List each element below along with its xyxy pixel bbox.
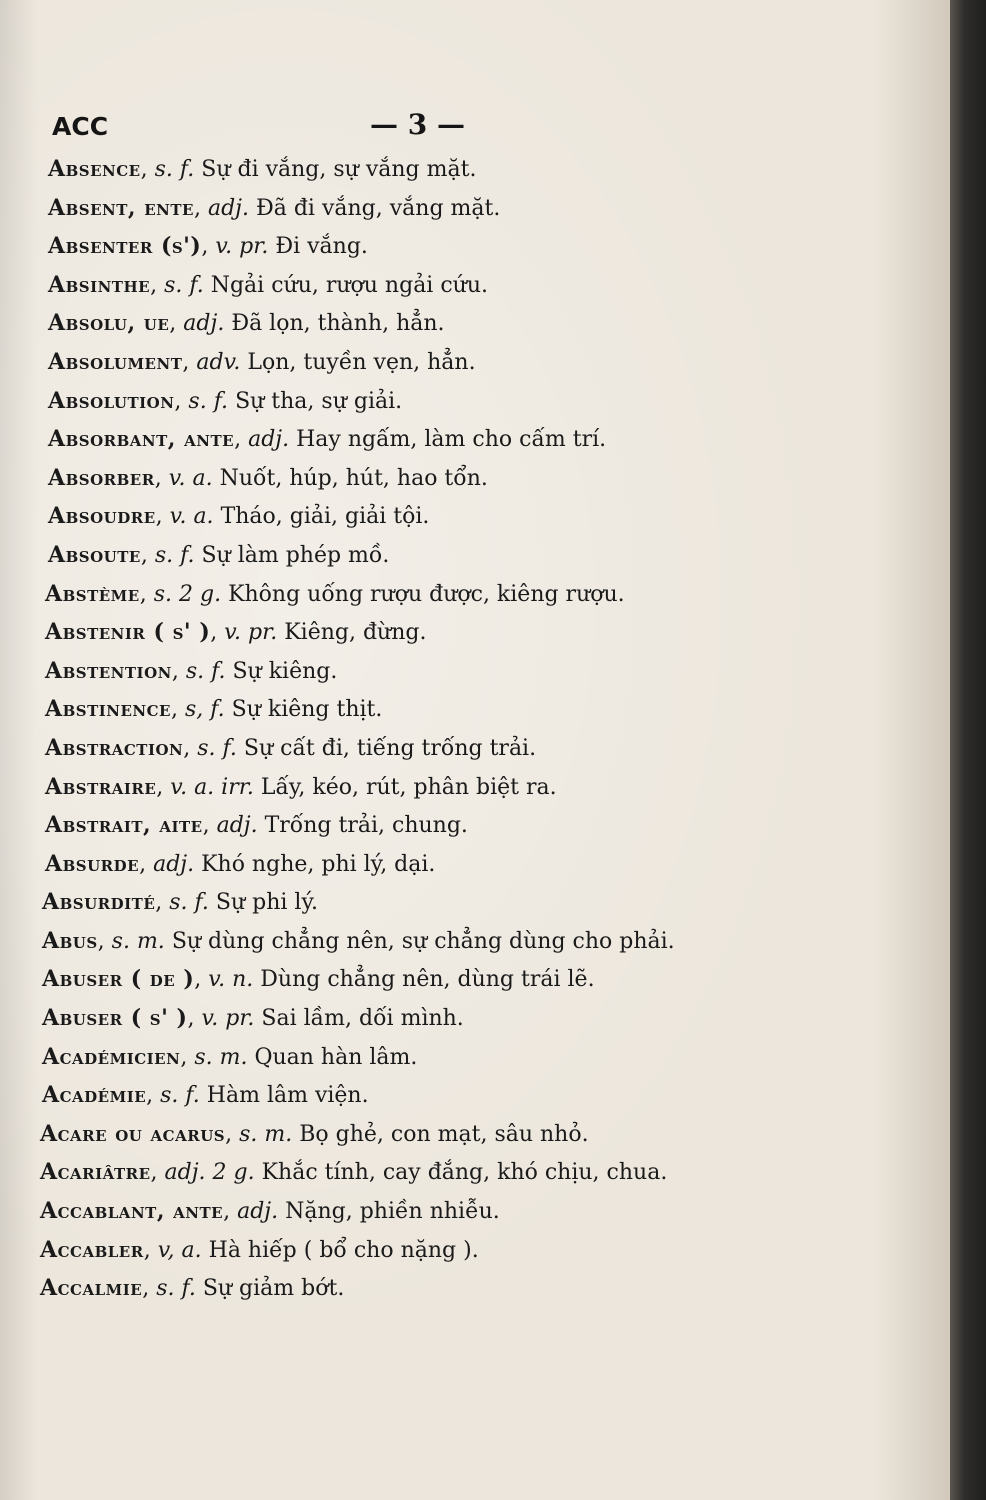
headword: Académie bbox=[42, 1082, 147, 1109]
grammar-label: adj. bbox=[248, 427, 290, 453]
separator bbox=[196, 1276, 203, 1301]
separator: , bbox=[171, 658, 186, 684]
grammar-label: s. f. bbox=[164, 272, 204, 298]
grammar-label: adj. 2 g. bbox=[164, 1160, 255, 1186]
definition: Kiêng, đừng. bbox=[284, 620, 427, 646]
dictionary-entry bbox=[48, 266, 748, 305]
dictionary-entry bbox=[42, 922, 748, 961]
separator bbox=[202, 1238, 209, 1263]
dictionary-entry bbox=[40, 1153, 748, 1192]
headword: Absolution bbox=[48, 387, 175, 414]
grammar-label: s. f. bbox=[169, 890, 209, 916]
separator: , bbox=[223, 1199, 238, 1225]
separator: , bbox=[182, 349, 197, 375]
book-edge bbox=[950, 0, 986, 1500]
definition: Không uống rượu được, kiêng rượu. bbox=[228, 581, 625, 607]
grammar-label: s. f. bbox=[188, 388, 229, 414]
definition: Sai lầm, dối mình. bbox=[261, 1006, 464, 1032]
definition: Sự tha, sự giải. bbox=[235, 388, 403, 414]
dictionary-entry bbox=[40, 1115, 748, 1154]
headword: Abstinence bbox=[45, 696, 171, 723]
separator: , bbox=[193, 195, 208, 221]
running-head: ACC bbox=[52, 112, 109, 141]
definition: Sự phi lý. bbox=[215, 890, 318, 916]
headword: Abstème bbox=[45, 580, 140, 607]
dictionary-entry bbox=[45, 575, 748, 614]
dictionary-entry bbox=[42, 883, 748, 922]
separator bbox=[204, 273, 211, 298]
definition: Lấy, kéo, rút, phân biệt ra. bbox=[260, 774, 557, 800]
headword: Absurdité bbox=[42, 889, 156, 916]
headword: Acariâtre bbox=[40, 1159, 151, 1186]
separator: , bbox=[225, 1121, 240, 1147]
separator: , bbox=[202, 813, 217, 839]
separator bbox=[237, 736, 244, 761]
grammar-label: v. pr. bbox=[215, 234, 269, 260]
dictionary-entry bbox=[48, 227, 748, 266]
dictionary-entry bbox=[42, 999, 748, 1038]
definition: Nuốt, húp, hút, hao tổn. bbox=[219, 465, 488, 491]
separator: , bbox=[171, 697, 185, 723]
separator bbox=[249, 196, 256, 221]
definition: Sự dùng chẳng nên, sự chẳng dùng cho phải. bbox=[171, 928, 675, 954]
definition: Khắc tính, cay đắng, khó chịu, chua. bbox=[261, 1160, 668, 1186]
separator: , bbox=[155, 890, 170, 916]
separator: , bbox=[201, 234, 216, 260]
definition: Hà hiếp ( bổ cho nặng ). bbox=[208, 1237, 479, 1263]
separator: , bbox=[210, 620, 225, 646]
headword: Abstention bbox=[45, 657, 172, 684]
dictionary-entry bbox=[45, 768, 748, 807]
headword: Accalmie bbox=[40, 1275, 143, 1302]
dictionary-entry bbox=[48, 189, 748, 228]
headword: Abuser ( s' ) bbox=[42, 1005, 188, 1032]
dictionary-entry bbox=[48, 150, 748, 189]
headword: Absent, ente bbox=[48, 194, 194, 221]
dictionary-entry bbox=[48, 459, 748, 498]
headword: Abstraire bbox=[45, 773, 157, 800]
separator bbox=[228, 389, 235, 414]
separator bbox=[258, 813, 265, 838]
headword: Absolument bbox=[48, 348, 183, 375]
definition: Nặng, phiền nhiễu. bbox=[285, 1199, 500, 1225]
definition: Sự kiêng. bbox=[232, 658, 338, 684]
grammar-label: v. pr. bbox=[201, 1006, 255, 1032]
grammar-label: s. f. bbox=[160, 1083, 200, 1109]
headword: Absence bbox=[48, 156, 141, 182]
definition: Đã lọn, thành, hẳn. bbox=[231, 311, 445, 337]
grammar-label: s. m. bbox=[194, 1044, 248, 1070]
headword: Académicien bbox=[42, 1043, 181, 1070]
grammar-label: v. a. bbox=[168, 465, 213, 491]
separator bbox=[221, 582, 228, 607]
definition: Sự kiêng thịt. bbox=[231, 697, 383, 723]
headword: Abuser ( de ) bbox=[42, 966, 195, 993]
definition: Sự cất đi, tiếng trống trải. bbox=[243, 735, 537, 761]
separator: , bbox=[169, 311, 184, 337]
dictionary-entry bbox=[48, 304, 748, 343]
grammar-label: adj. bbox=[183, 311, 225, 337]
grammar-label: s. f. bbox=[154, 157, 195, 182]
dictionary-entry bbox=[40, 1231, 748, 1270]
separator: , bbox=[139, 851, 154, 877]
definition: Sự đi vắng, sự vắng mặt. bbox=[201, 157, 477, 182]
definition: Tháo, giải, giải tội. bbox=[220, 504, 430, 530]
definition: Quan hàn lâm. bbox=[254, 1044, 418, 1070]
dictionary-entry bbox=[45, 613, 748, 652]
definition: Sự làm phép mồ. bbox=[201, 542, 390, 568]
headword: Abstrait, aite bbox=[45, 812, 203, 839]
headword: Absurde bbox=[45, 850, 140, 877]
separator: , bbox=[139, 581, 154, 607]
grammar-label: adv. bbox=[196, 349, 241, 375]
dictionary-entry bbox=[45, 806, 748, 845]
separator: , bbox=[183, 735, 198, 761]
dictionary-entry bbox=[45, 845, 748, 884]
dictionary-entry bbox=[48, 343, 748, 382]
separator: , bbox=[146, 1083, 161, 1109]
grammar-label: adj. bbox=[237, 1199, 279, 1225]
grammar-label: v. a. bbox=[169, 504, 214, 530]
separator: , bbox=[194, 967, 209, 993]
dictionary-entry bbox=[48, 497, 748, 536]
page-number: — 3 — bbox=[370, 108, 465, 141]
headword: Abstraction bbox=[45, 734, 184, 761]
separator: , bbox=[187, 1006, 202, 1032]
grammar-label: v. pr. bbox=[224, 620, 278, 646]
entry-list bbox=[40, 150, 748, 1308]
dictionary-entry bbox=[48, 420, 748, 459]
definition: Dùng chẳng nên, dùng trái lẽ. bbox=[260, 967, 595, 993]
separator: , bbox=[174, 388, 189, 414]
dictionary-entry bbox=[42, 1038, 748, 1077]
grammar-label: adj. bbox=[207, 195, 249, 221]
grammar-label: v. n. bbox=[208, 967, 254, 993]
headword: Absenter (s') bbox=[48, 233, 202, 260]
definition: Sự giảm bớt. bbox=[202, 1276, 345, 1302]
grammar-label: s. 2 g. bbox=[153, 581, 222, 607]
grammar-label: s. m. bbox=[111, 928, 165, 954]
grammar-label: v. a. irr. bbox=[170, 774, 254, 800]
definition: Khó nghe, phi lý, dại. bbox=[201, 851, 436, 877]
dictionary-entry bbox=[40, 1269, 748, 1308]
dictionary-entry bbox=[45, 652, 748, 691]
separator bbox=[213, 466, 220, 491]
separator bbox=[255, 1160, 262, 1185]
definition: Hay ngấm, làm cho cấm trí. bbox=[296, 427, 607, 453]
headword: Absoudre bbox=[48, 503, 156, 530]
separator bbox=[209, 890, 216, 915]
dictionary-entry bbox=[45, 690, 748, 729]
headword: Accabler bbox=[40, 1236, 144, 1263]
separator bbox=[214, 504, 221, 529]
dictionary-entry bbox=[45, 729, 748, 768]
separator: , bbox=[156, 774, 171, 800]
separator: , bbox=[150, 1160, 165, 1186]
headword: Accablant, ante bbox=[40, 1198, 224, 1225]
separator: , bbox=[140, 542, 155, 568]
grammar-label: s, f. bbox=[185, 697, 225, 723]
separator bbox=[225, 697, 232, 722]
separator: , bbox=[143, 1237, 158, 1263]
dictionary-entry bbox=[48, 382, 748, 421]
headword: Acare ou acarus bbox=[40, 1120, 226, 1147]
grammar-label: s. f. bbox=[197, 735, 237, 761]
separator: , bbox=[97, 928, 112, 954]
headword: Absinthe bbox=[48, 271, 151, 298]
grammar-label: v, a. bbox=[157, 1237, 202, 1263]
dictionary-entry bbox=[40, 1192, 748, 1231]
definition: Hàm lâm viện. bbox=[206, 1083, 369, 1109]
definition: Ngải cứu, rượu ngải cứu. bbox=[210, 272, 488, 298]
separator bbox=[165, 929, 172, 954]
definition: Đã đi vắng, vắng mặt. bbox=[255, 195, 501, 221]
headword: Absorbant, ante bbox=[48, 426, 235, 453]
headword: Absorber bbox=[48, 464, 155, 491]
grammar-label: s. f. bbox=[154, 542, 195, 568]
grammar-label: s. f. bbox=[185, 658, 226, 684]
definition: Lọn, tuyền vẹn, hẳn. bbox=[247, 349, 476, 375]
separator: , bbox=[180, 1044, 195, 1070]
dictionary-entry bbox=[42, 960, 748, 999]
separator: , bbox=[154, 465, 169, 491]
headword: Absolu, ue bbox=[48, 310, 170, 337]
separator bbox=[254, 775, 261, 800]
separator: , bbox=[155, 504, 170, 530]
definition: Trống trải, chung. bbox=[264, 813, 468, 839]
definition: Bọ ghẻ, con mạt, sâu nhỏ. bbox=[299, 1121, 589, 1147]
headword: Abstenir ( s' ) bbox=[45, 619, 211, 646]
dictionary-entry bbox=[42, 1076, 748, 1115]
headword: Absoute bbox=[48, 541, 141, 568]
grammar-label: adj. bbox=[216, 813, 258, 839]
grammar-label: adj. bbox=[153, 851, 195, 877]
dictionary-entry bbox=[48, 536, 748, 575]
separator: , bbox=[150, 272, 165, 298]
separator: , bbox=[234, 427, 249, 453]
grammar-label: s. f. bbox=[156, 1276, 196, 1302]
separator: , bbox=[142, 1276, 157, 1302]
definition: Đi vắng. bbox=[275, 234, 368, 260]
grammar-label: s. m. bbox=[239, 1121, 293, 1147]
separator bbox=[200, 1083, 207, 1108]
headword: Abus bbox=[42, 927, 98, 954]
separator: , bbox=[140, 157, 155, 182]
